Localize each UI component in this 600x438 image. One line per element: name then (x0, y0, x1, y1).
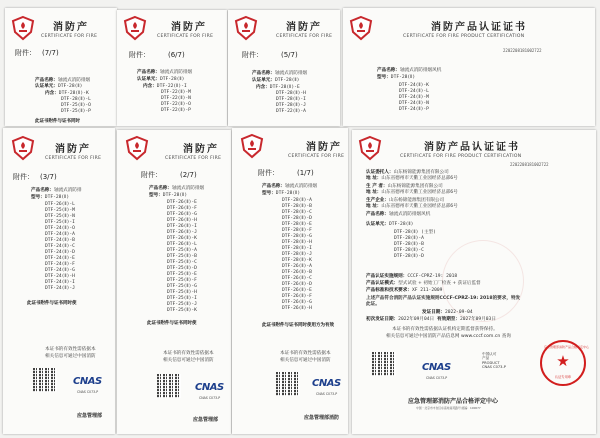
model-item: DTF-26(Ⅱ)-D (282, 282, 312, 287)
model-list (282, 198, 312, 312)
accreditation-product-en: PRODUCT (482, 360, 500, 365)
accreditation-product-cn: 产品 (482, 356, 490, 361)
model-item: DTF-24(Ⅱ)-D (45, 250, 75, 255)
attachment-label: 附件： (2/7) (141, 171, 197, 179)
factory-line: 生产企业：山东杨锦能源集团有限公司 (366, 198, 445, 203)
validity-line-1: 本证书的有效性需依据本 (45, 347, 96, 352)
cert-title-cn: 消防产 (171, 22, 207, 33)
model-item: DTF-28(Ⅱ)-J (276, 103, 306, 108)
model-item: DTF-25(Ⅱ)-I (167, 296, 197, 301)
page-number: (3/7) (40, 173, 57, 181)
cert-title-cn: 消防产 (55, 144, 91, 155)
product-name-line: 产品名称：轴流式消防排烟 (252, 71, 308, 76)
accreditation-number: CNAS C073-P (482, 365, 506, 370)
model-item: DTF-28(Ⅱ)-B (394, 242, 424, 247)
rule-line: 产品认证实施规则：CCCF-CPRZ-19: 2018 (366, 274, 458, 279)
basis-line: 产品标准和技术要求：XF 211-2009 (366, 288, 443, 293)
accreditation-cn: 中国认可 (482, 352, 497, 356)
model-line: 认证单元：DTF-28(Ⅱ) (137, 77, 185, 82)
model-item: DTF-22(Ⅱ)-M (161, 90, 191, 95)
model-item: DTF-25(Ⅱ)-M (45, 208, 75, 213)
model-item: DTF-28(Ⅱ)-I (282, 246, 312, 251)
model-item: DTF-26(Ⅱ)-H (167, 218, 197, 223)
dates-line: 初次发证日期：2022年09月04日 有效期至：2027年09月03日 (366, 317, 496, 322)
cnas-number: CNAS C073-P (77, 390, 99, 394)
cnas-logo: CNAS (312, 378, 341, 389)
model-item: DTF-26(Ⅱ)-G (167, 212, 197, 217)
qr-code-icon (276, 372, 300, 396)
attachment-label: 附件： (7/7) (15, 49, 59, 57)
model-item: DTF-28(Ⅱ)-A (282, 198, 312, 203)
product-name-line: 产品名称：轴流式消防排烟 (35, 78, 91, 83)
model-line: 型号：DTF-28(Ⅱ) (262, 191, 301, 196)
model-item: DTF-25(Ⅱ)-P (61, 109, 91, 114)
model-item: DTF-25(Ⅱ)-E (167, 272, 197, 277)
cert-title-en: CERTIFICATE FOR FIRE (165, 156, 222, 161)
attachment-label: 附件： (5/7) (242, 51, 298, 59)
qr-code-icon (372, 352, 396, 376)
fire-shield-logo-icon (240, 134, 264, 158)
model-item: DTF-25(Ⅱ)-G (167, 284, 197, 289)
model-item: DTF-25(Ⅱ)-A (167, 248, 197, 253)
model-item: DTF-26(Ⅱ)-I (167, 224, 197, 229)
product-name-line: 产品名称：轴流式消防排烟 (137, 70, 193, 75)
page-number: (6/7) (168, 51, 185, 59)
cert-title-en: CERTIFICATE FOR FIRE (45, 156, 102, 161)
fire-shield-logo-icon (125, 136, 149, 160)
model-item: DTF-28(Ⅱ)-J (282, 252, 312, 257)
cert-title-cn: 消防产 (53, 22, 89, 33)
fire-shield-logo-icon (234, 16, 258, 40)
star-icon: ★ (556, 352, 570, 370)
model-item: DTF-28(Ⅱ)-L (61, 97, 91, 102)
issue-date-line: 发证日期：2022-09-04 (422, 310, 473, 315)
contains-line: 内含：DTF-22(Ⅱ)-I (143, 84, 187, 89)
model-item: DTF-22(Ⅱ)-P (161, 108, 191, 113)
model-item: DTF-28(Ⅱ)-K (282, 258, 312, 263)
model-item: DTF-26(Ⅱ)-E (167, 200, 197, 205)
fire-shield-logo-icon (349, 16, 373, 40)
attachment-page-6 (117, 10, 227, 126)
address-line: 地 址：山东省德州市天衢工业园经济总部6号 (366, 176, 458, 181)
model-item: DTF-28(Ⅱ)-F (282, 228, 312, 233)
model-item: DTF-26(Ⅱ)-F (167, 206, 197, 211)
model-item: DTF-24(Ⅱ)-P (399, 107, 429, 112)
model-item: DTF-25(Ⅱ)-H (167, 290, 197, 295)
model-item: DTF-28(Ⅱ)-H (282, 240, 312, 245)
model-item: DTF-24(Ⅱ)-L (399, 89, 429, 94)
model-item: DTF-26(Ⅱ)-F (282, 294, 312, 299)
fire-shield-logo-icon (358, 136, 382, 160)
model-item: DTF-26(Ⅱ)-H (282, 306, 312, 311)
cert-title-en: CERTIFICATE FOR FIRE (288, 154, 345, 159)
page-number: (2/7) (180, 171, 197, 179)
conformity-line-2: 此证。 (366, 302, 380, 307)
cert-title-en: CERTIFICATE FOR FIRE (276, 34, 333, 39)
model-item: DTF-24(Ⅱ)-K (399, 83, 429, 88)
address-line: 地 址：山东省德州市天衢工业园经济总部6号 (366, 204, 458, 209)
conformity-line: 上述产品符合消防产品认证实施规则CCCF-CPRZ-19: 2018的要求，特发 (366, 296, 521, 301)
cert-title-en: CERTIFICATE FOR FIRE (157, 34, 214, 39)
model-list (394, 230, 436, 260)
cnas-logo: CNAS (422, 362, 451, 373)
model-item: DTF-26(Ⅱ)-G (282, 300, 312, 305)
accreditation-block (482, 352, 506, 370)
model-item: DTF-25(Ⅱ)-K (167, 308, 197, 313)
validity-line-1: 本证书的有效性需依据认证机构定期监督获得保持。 (392, 327, 498, 332)
issuer-footer: 应急管理部 (193, 417, 219, 423)
model-item: DTF-26(Ⅱ)-K (167, 236, 197, 241)
page-number: (1/7) (297, 169, 314, 177)
qr-code-icon (33, 368, 57, 392)
model-item: DTF-25(Ⅱ)-O (61, 103, 91, 108)
official-red-seal (540, 340, 590, 386)
model-item: DTF-24(Ⅱ)-E (45, 256, 75, 261)
model-item: DTF-24(Ⅱ)-G (45, 268, 75, 273)
model-line: 认证单元：DTF-28(Ⅱ) (252, 78, 300, 83)
product-name-line: 产品名称：轴流式消防排 (31, 188, 82, 193)
model-item: DTF-25(Ⅱ)-D (167, 266, 197, 271)
product-name-line: 产品名称：轴流式消防排烟 (149, 186, 205, 191)
model-item: DTF-24(Ⅱ)-N (399, 101, 429, 106)
fire-shield-logo-icon (11, 136, 35, 160)
cert-title-en: CERTIFICATE FOR FIRE (41, 34, 98, 39)
model-item: DTF-24(Ⅱ)-J (45, 286, 75, 291)
page-number: (5/7) (281, 51, 298, 59)
model-item: DTF-24(Ⅱ)-B (45, 238, 75, 243)
model-item: DTF-25(Ⅱ)-N (45, 214, 75, 219)
model-item: DTF-24(Ⅱ)-C (45, 244, 75, 249)
model-item: DTF-28(Ⅱ)-G (282, 234, 312, 239)
fire-shield-logo-icon (11, 16, 35, 40)
model-item: DTF-26(Ⅱ)-E (282, 288, 312, 293)
cert-title-cn: 消防产品认证证书 (424, 142, 520, 153)
cert-title-cn: 消防产 (306, 142, 342, 153)
product-name-line: 产品名称：轴流式消防排烟风机 (377, 68, 442, 73)
fire-shield-logo-icon (123, 16, 147, 40)
main-certificate (352, 130, 596, 434)
product-name-line: 产品名称：轴流式消防排烟 (262, 184, 318, 189)
model-item: DTF-22(Ⅱ)-O (161, 102, 191, 107)
model-item: DTF-28(Ⅱ) (主型) (394, 230, 436, 235)
attachment-page-2 (117, 130, 231, 434)
model-item: DTF-28(Ⅱ)-C (282, 210, 312, 215)
attachment-note: 此证书附件与证书同时 (35, 119, 80, 124)
model-item: DTF-28(Ⅱ)-I (276, 97, 306, 102)
model-item: DTF-26(Ⅱ)-B (282, 270, 312, 275)
model-item: DTF-25(Ⅱ)-F (167, 278, 197, 283)
seal-ring-text: 应急管理部消防产品合格评定中心 (544, 345, 590, 349)
model-item: DTF-24(Ⅱ)-I (45, 280, 75, 285)
model-item: DTF-28(Ⅱ)-C (394, 248, 424, 253)
model-line: 认证单元：DTF-28(Ⅱ) (35, 84, 83, 89)
cert-number: 2202208181002722 (503, 48, 542, 53)
cert-title-en: CERTIFICATE FOR FIRE PRODUCT CERTIFICATION (403, 34, 525, 39)
issuer-footer: 应急管理部 (77, 413, 103, 419)
model-item: DTF-24(Ⅱ)-O (45, 226, 75, 231)
model-list (45, 202, 75, 292)
model-item: DTF-28(Ⅱ)-D (282, 216, 312, 221)
address-line: 地 址：山东省德州市天衢工业园经济总部6号 (366, 190, 458, 195)
attachment-label: 附件： (3/7) (13, 173, 57, 181)
cert-title-cn: 消防产 (183, 144, 219, 155)
validity-line-2: 相关信息可通过中国消防产品信息网 www.cccf.com.cn 查询 (386, 334, 511, 339)
cnas-number: CNAS C073-P (316, 392, 338, 396)
issuer-footer: 应急管理部消防产品合格评定中心 (408, 398, 499, 405)
cert-number: 2202208181002722 (510, 162, 549, 167)
cnas-number: CNAS C073-P (426, 376, 448, 380)
validity-line-1: 本证书的有效性需依据本 (163, 351, 214, 356)
issuer-footer: 应急管理部消防 (304, 415, 340, 421)
mode-line: 产品认证模式：型式试验 + 初始工厂检查 + 获证后监督 (366, 281, 481, 286)
model-line: 型号：DTF-28(Ⅱ) (31, 195, 70, 200)
validity-line-2: 相关信息可通过中国消防 (45, 354, 96, 359)
model-list (167, 200, 197, 314)
model-item: DTF-26(Ⅱ)-C (282, 276, 312, 281)
attachment-page-3 (3, 128, 115, 434)
attachment-label: 附件： (1/7) (258, 169, 314, 177)
attachment-page-7 (5, 8, 117, 126)
model-item: DTF-24(Ⅱ)-M (399, 95, 429, 100)
model-item: DTF-25(Ⅱ)-B (167, 254, 197, 259)
cert-title-cn: 消防产品认证证书 (431, 22, 527, 33)
model-item: DTF-28(Ⅱ)-D (394, 254, 424, 259)
attachment-page-4 (343, 8, 595, 126)
model-item: DTF-28(Ⅱ)-E (282, 222, 312, 227)
page-number: (7/7) (42, 49, 59, 57)
model-item: DTF-24(Ⅱ)-H (45, 274, 75, 279)
model-item: DTF-26(Ⅱ)-J (167, 230, 197, 235)
product-line: 产品名称：轴流式消防排烟风机 (366, 212, 431, 217)
attachment-label: 附件： (6/7) (129, 51, 185, 59)
model-item: DTF-28(Ⅱ)-B (282, 204, 312, 209)
unit-line: 认证单元：DTF-28(Ⅱ) (366, 222, 414, 227)
cnas-logo: CNAS (73, 376, 102, 387)
cnas-logo: CNAS (195, 382, 224, 393)
seal-bottom-text: 认证专用章 (555, 375, 571, 379)
model-line: 型号：DTF-28(Ⅱ) (377, 75, 416, 80)
model-item: DTF-26(Ⅱ)-L (45, 202, 75, 207)
cnas-number: CNAS C073-P (199, 396, 221, 400)
attachment-page-1 (232, 128, 348, 434)
issuer-address: 中国・北京市丰台区东高地南苑路号 邮编：100077 (416, 406, 481, 410)
attachment-note: 此证书附件与证书同时使用方为有效 (262, 323, 334, 328)
validity-line-2: 相关信息可通过中国消防 (280, 358, 331, 363)
model-item: DTF-24(Ⅱ)-F (45, 262, 75, 267)
model-item: DTF-25(Ⅱ)-C (167, 260, 197, 265)
attachment-page-5 (228, 10, 340, 126)
model-item: DTF-22(Ⅱ)-N (161, 96, 191, 101)
model-item: DTF-28(Ⅱ)-A (394, 236, 424, 241)
model-item: DTF-28(Ⅱ)-H (276, 91, 306, 96)
producer-line: 生 产 者：山东杨锦能源集团有限公司 (366, 184, 443, 189)
cert-title-en: CERTIFICATE FOR FIRE PRODUCT CERTIFICATION (400, 154, 522, 159)
contains-line: 内含：DTF-28(Ⅱ)-E (256, 85, 300, 90)
model-line: 型号：DTF-28(Ⅱ) (149, 193, 188, 198)
model-item: DTF-26(Ⅱ)-A (282, 264, 312, 269)
cert-title-cn: 消防产 (286, 22, 322, 33)
attachment-note: 此证书附件与证书同时使 (147, 321, 197, 326)
model-item: DTF-22(Ⅱ)-A (276, 109, 306, 114)
applicant-line: 认证委托人：山东杨锦能源集团有限公司 (366, 170, 449, 175)
qr-code-icon (157, 374, 181, 398)
model-item: DTF-25(Ⅱ)-I (45, 220, 75, 225)
model-item: DTF-26(Ⅱ)-L (167, 242, 197, 247)
validity-line-2: 相关信息可通过中国消防 (163, 358, 214, 363)
contains-line: 内含：DTF-28(Ⅱ)-K (45, 91, 89, 96)
attachment-note: 此证书附件与证书同时使 (27, 301, 77, 306)
model-item: DTF-25(Ⅱ)-J (167, 302, 197, 307)
model-item: DTF-24(Ⅱ)-A (45, 232, 75, 237)
validity-line-1: 本证书的有效性需依据本 (280, 351, 331, 356)
